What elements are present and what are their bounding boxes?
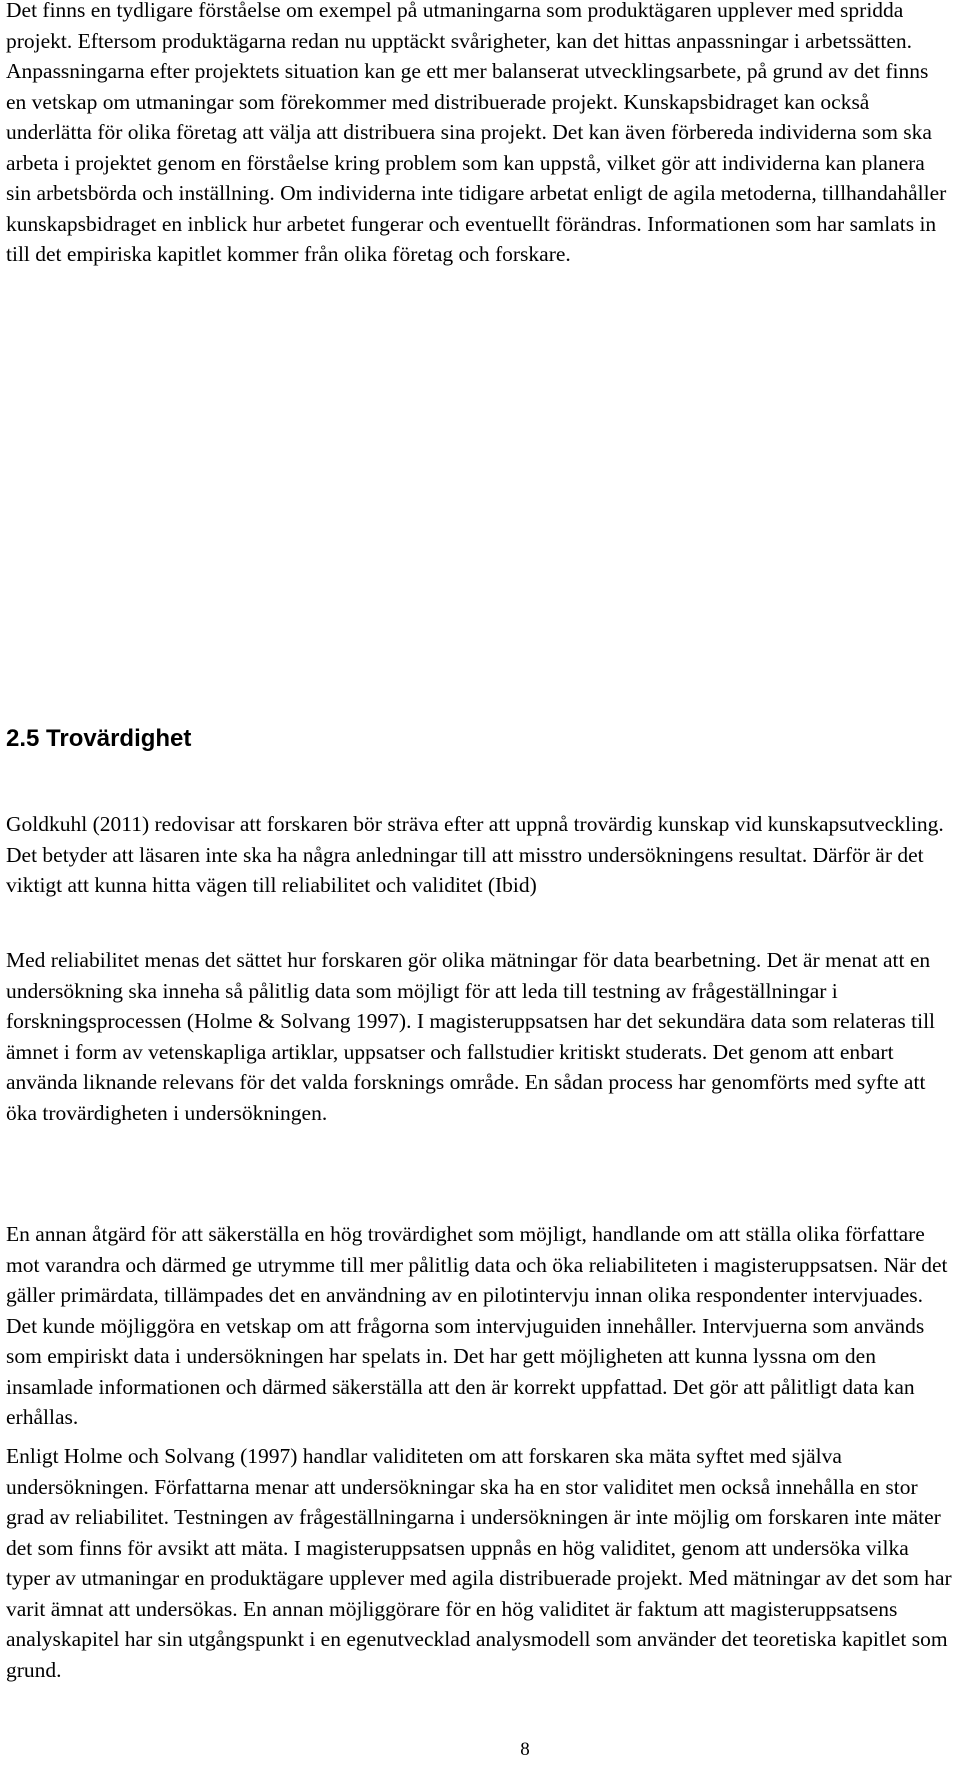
paragraph-reliabilitet: Med reliabilitet menas det sättet hur forskaren gör olika mätningar för data bearbetning. Det är menat att en undersökning ska inneha så pålitlig data som möjligt för att leda till testning av frågeställningar i forskningsprocessen (Holme & Solvang 1997). I magisteruppsatsen har det sekundära data som relateras till ämnet i form av vetenskapliga artiklar, uppsatser och fallstudier kritiskt studerats. Det genom att enbart använda liknande relevans för det valda forsknings område. En sådan process har genomförts med syfte att öka trovärdigheten i undersökningen. <box>6 948 936 1125</box>
paragraph-intro: Det finns en tydligare förståelse om exempel på utmaningarna som produktägaren upplever med spridda projekt. Eftersom produktägarna redan nu upptäckt svårigheter, kan det hittas anpassningar i arbetssätten. Anpassningarna efter projektets situation kan ge ett mer balanserat utvecklingsarbete, på grund av det finns en vetskap om utmaningar som förekommer med distribuerade projekt. Kunskapsbidraget kan också underlätta för olika företag att välja att distribuera sina projekt. Det kan även förbereda individerna som ska arbeta i projektet genom en förståelse kring problem som kan uppstå, vilket gör att individerna kan planera sin arbetsbörda och inställning. Om individerna inte tidigare arbetat enligt de agila metoderna, tillhandahåller kunskapsbidraget en inblick hur arbetet fungerar och eventuellt förändras. Informationen som har samlats in till det empiriska kapitlet kommer från olika företag och forskare. <box>6 0 947 266</box>
paragraph-atgard: En annan åtgärd för att säkerställa en hög trovärdighet som möjligt, handlande om att ställa olika författare mot varandra och därmed ge utrymme till mer pålitlig data och öka reliabiliteten i magisteruppsatsen. När det gäller primärdata, tillämpades det en användning av en pilotintervju innan olika respondenter intervjuades. Det kunde möjliggöra en vetskap om att frågorna som intervjuguiden innehåller. Intervjuerna som används som empiriskt data i undersökningen har spelats in. Det har gett möjligheten att kunna lyssna om den insamlade informationen och därmed säkerställa att den är korrekt uppfattad. Det gör att pålitligt data kan erhållas. <box>6 1222 948 1429</box>
paragraph-validitet: Enligt Holme och Solvang (1997) handlar validiteten om att forskaren ska mäta syftet med själva undersökningen. Författarna menar att undersökningar ska ha en stor validitet men också innehålla en stor grad av reliabilitet. Testningen av frågeställningarna i undersökningen är inte möjlig om forskaren inte mäter det som finns för avsikt att mäta. I magisteruppsatsen uppnås en hög validitet, genom att undersöka vilka typer av utmaningar en produktägare upplever med agila distribuerade projekt. Med mätningar av det som har varit ämnat att undersökas. En annan möjliggörare för en hög validitet är faktum att magisteruppsatsens analyskapitel har sin utgångspunkt i en egenutvecklad analysmodell som använder det teoretiska kapitlet som grund. <box>6 1444 952 1682</box>
section-heading: 2.5 Trovärdighet <box>6 725 192 752</box>
paragraph-trovardighet: Goldkuhl (2011) redovisar att forskaren bör sträva efter att uppnå trovärdig kunskap vid kunskapsutveckling. Det betyder att läsaren inte ska ha några anledningar till att misstro undersökningens resultat. Därför är det viktigt att kunna hitta vägen till reliabilitet och validitet (Ibid) <box>6 812 944 897</box>
page-number: 8 <box>520 1739 530 1760</box>
